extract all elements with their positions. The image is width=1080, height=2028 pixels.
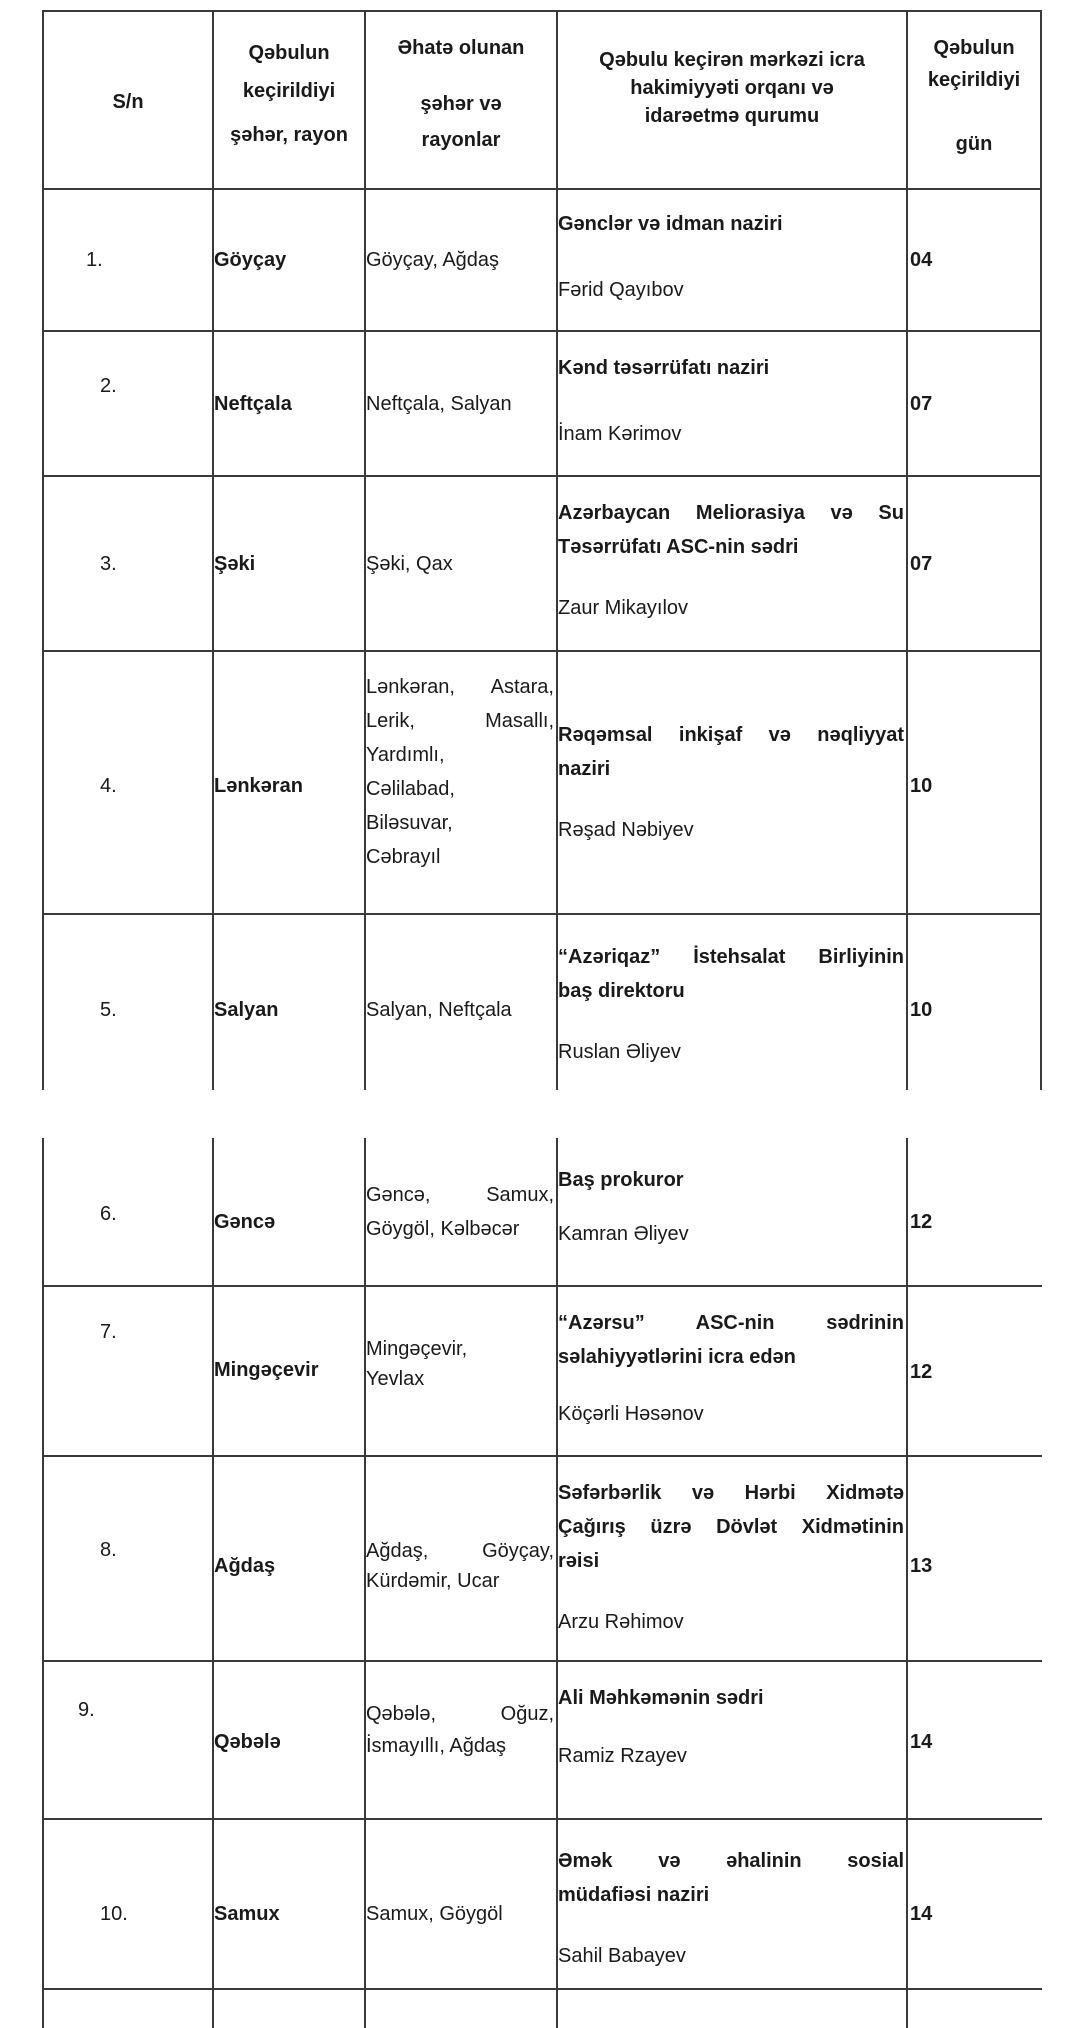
row-covered: Göyçay, Ağdaş [366,249,500,271]
row-org: Səfərbərlik və Hərbi Xidmətə Çağırış üzrə Dövlət Xidmətinin rəisi [558,1482,904,1572]
row-person: Kamran Əliyev [558,1223,689,1245]
row-day: 12 [910,1211,933,1233]
row-day: 07 [910,553,933,575]
row-day: 10 [910,775,933,797]
header-body: Qəbulu keçirən mərkəzi icra hakimiyyəti orqanı və idarəetmə qurumu [599,49,865,127]
row-day: 12 [910,1361,933,1383]
row-day: 10 [910,999,933,1021]
row-city: Şəki [214,553,256,575]
row-city: Samux [214,1903,280,1925]
row-day: 07 [910,393,933,415]
row-org: Rəqəmsal inkişaf və nəqliyyat naziri [558,724,904,780]
row-number: 9. [78,1699,95,1721]
row-city: Ağdaş [214,1555,276,1577]
row-city: Qəbələ [214,1731,281,1753]
row-number: 4. [100,775,117,797]
row-number: 7. [100,1321,117,1343]
row-number: 3. [100,553,117,575]
row-org: Əmək və əhalinin sosial müdafiəsi naziri [558,1850,904,1906]
header-sn: S/n [112,91,144,113]
row-org: Gənclər və idman naziri [558,213,783,235]
row-covered: Mingəçevir, Yevlax [366,1338,468,1390]
row-person: Fərid Qayıbov [558,279,684,301]
row-number: 6. [100,1203,117,1225]
row-org: Kənd təsərrüfatı naziri [558,357,770,379]
row-covered: Ağdaş, Göyçay, Kürdəmir, Ucar [366,1540,554,1592]
row-covered: Şəki, Qax [366,553,453,575]
row-city: Salyan [214,999,279,1021]
row-person: Rəşad Nəbiyev [558,819,694,841]
row-covered: Salyan, Neftçala [366,999,512,1021]
row-person: Köçərli Həsənov [558,1403,704,1425]
row-city: Neftçala [214,393,292,415]
row-person: Ruslan Əliyev [558,1041,681,1063]
header-covered: Əhatə olunan şəhər və rayonlar [397,37,525,151]
row-person: İnam Kərimov [558,423,682,445]
row-person: Zaur Mikayılov [558,597,689,619]
row-org: Baş prokuror [558,1169,684,1191]
row-city: Göyçay [214,249,287,271]
row-covered: Samux, Göygöl [366,1903,503,1925]
header-day: Qəbulun keçirildiyi gün [927,37,1021,155]
row-number: 10. [100,1903,128,1925]
row-covered: Lənkəran, Astara, Lerik, Masallı, Yardımlı, Cəlilabad, Biləsuvar, Cəbrayıl [366,676,554,868]
row-city: Gəncə [214,1211,276,1233]
row-person: Sahil Babayev [558,1945,686,1967]
table-panel-bottom [0,1138,1080,2028]
row-day: 13 [910,1555,933,1577]
row-org: Azərbaycan Meliorasiya və Su Təsərrüfatı ASC-nin sədri [558,502,904,558]
row-number: 2. [100,375,117,397]
row-covered: Qəbələ, Oğuz, İsmayıllı, Ağdaş [366,1703,554,1757]
row-person: Arzu Rəhimov [558,1611,684,1633]
row-city: Lənkəran [214,775,303,797]
row-number: 8. [100,1539,117,1561]
row-covered: Neftçala, Salyan [366,393,512,415]
row-covered: Gəncə, Samux, Göygöl, Kəlbəcər [366,1184,554,1240]
header-city: Qəbulun keçirildiyi şəhər, rayon [230,42,348,146]
row-city: Mingəçevir [214,1359,319,1381]
row-org: “Azərsu” ASC-nin sədrinin səlahiyyətlərini icra edən [558,1312,904,1368]
row-day: 04 [910,249,933,271]
row-person: Ramiz Rzayev [558,1745,687,1767]
row-number: 1. [86,249,103,271]
row-org: “Azəriqaz” İstehsalat Birliyinin baş direktoru [558,946,904,1002]
row-org: Ali Məhkəmənin sədri [558,1687,764,1709]
row-day: 14 [910,1731,933,1753]
row-day: 14 [910,1903,933,1925]
row-number: 5. [100,999,117,1021]
